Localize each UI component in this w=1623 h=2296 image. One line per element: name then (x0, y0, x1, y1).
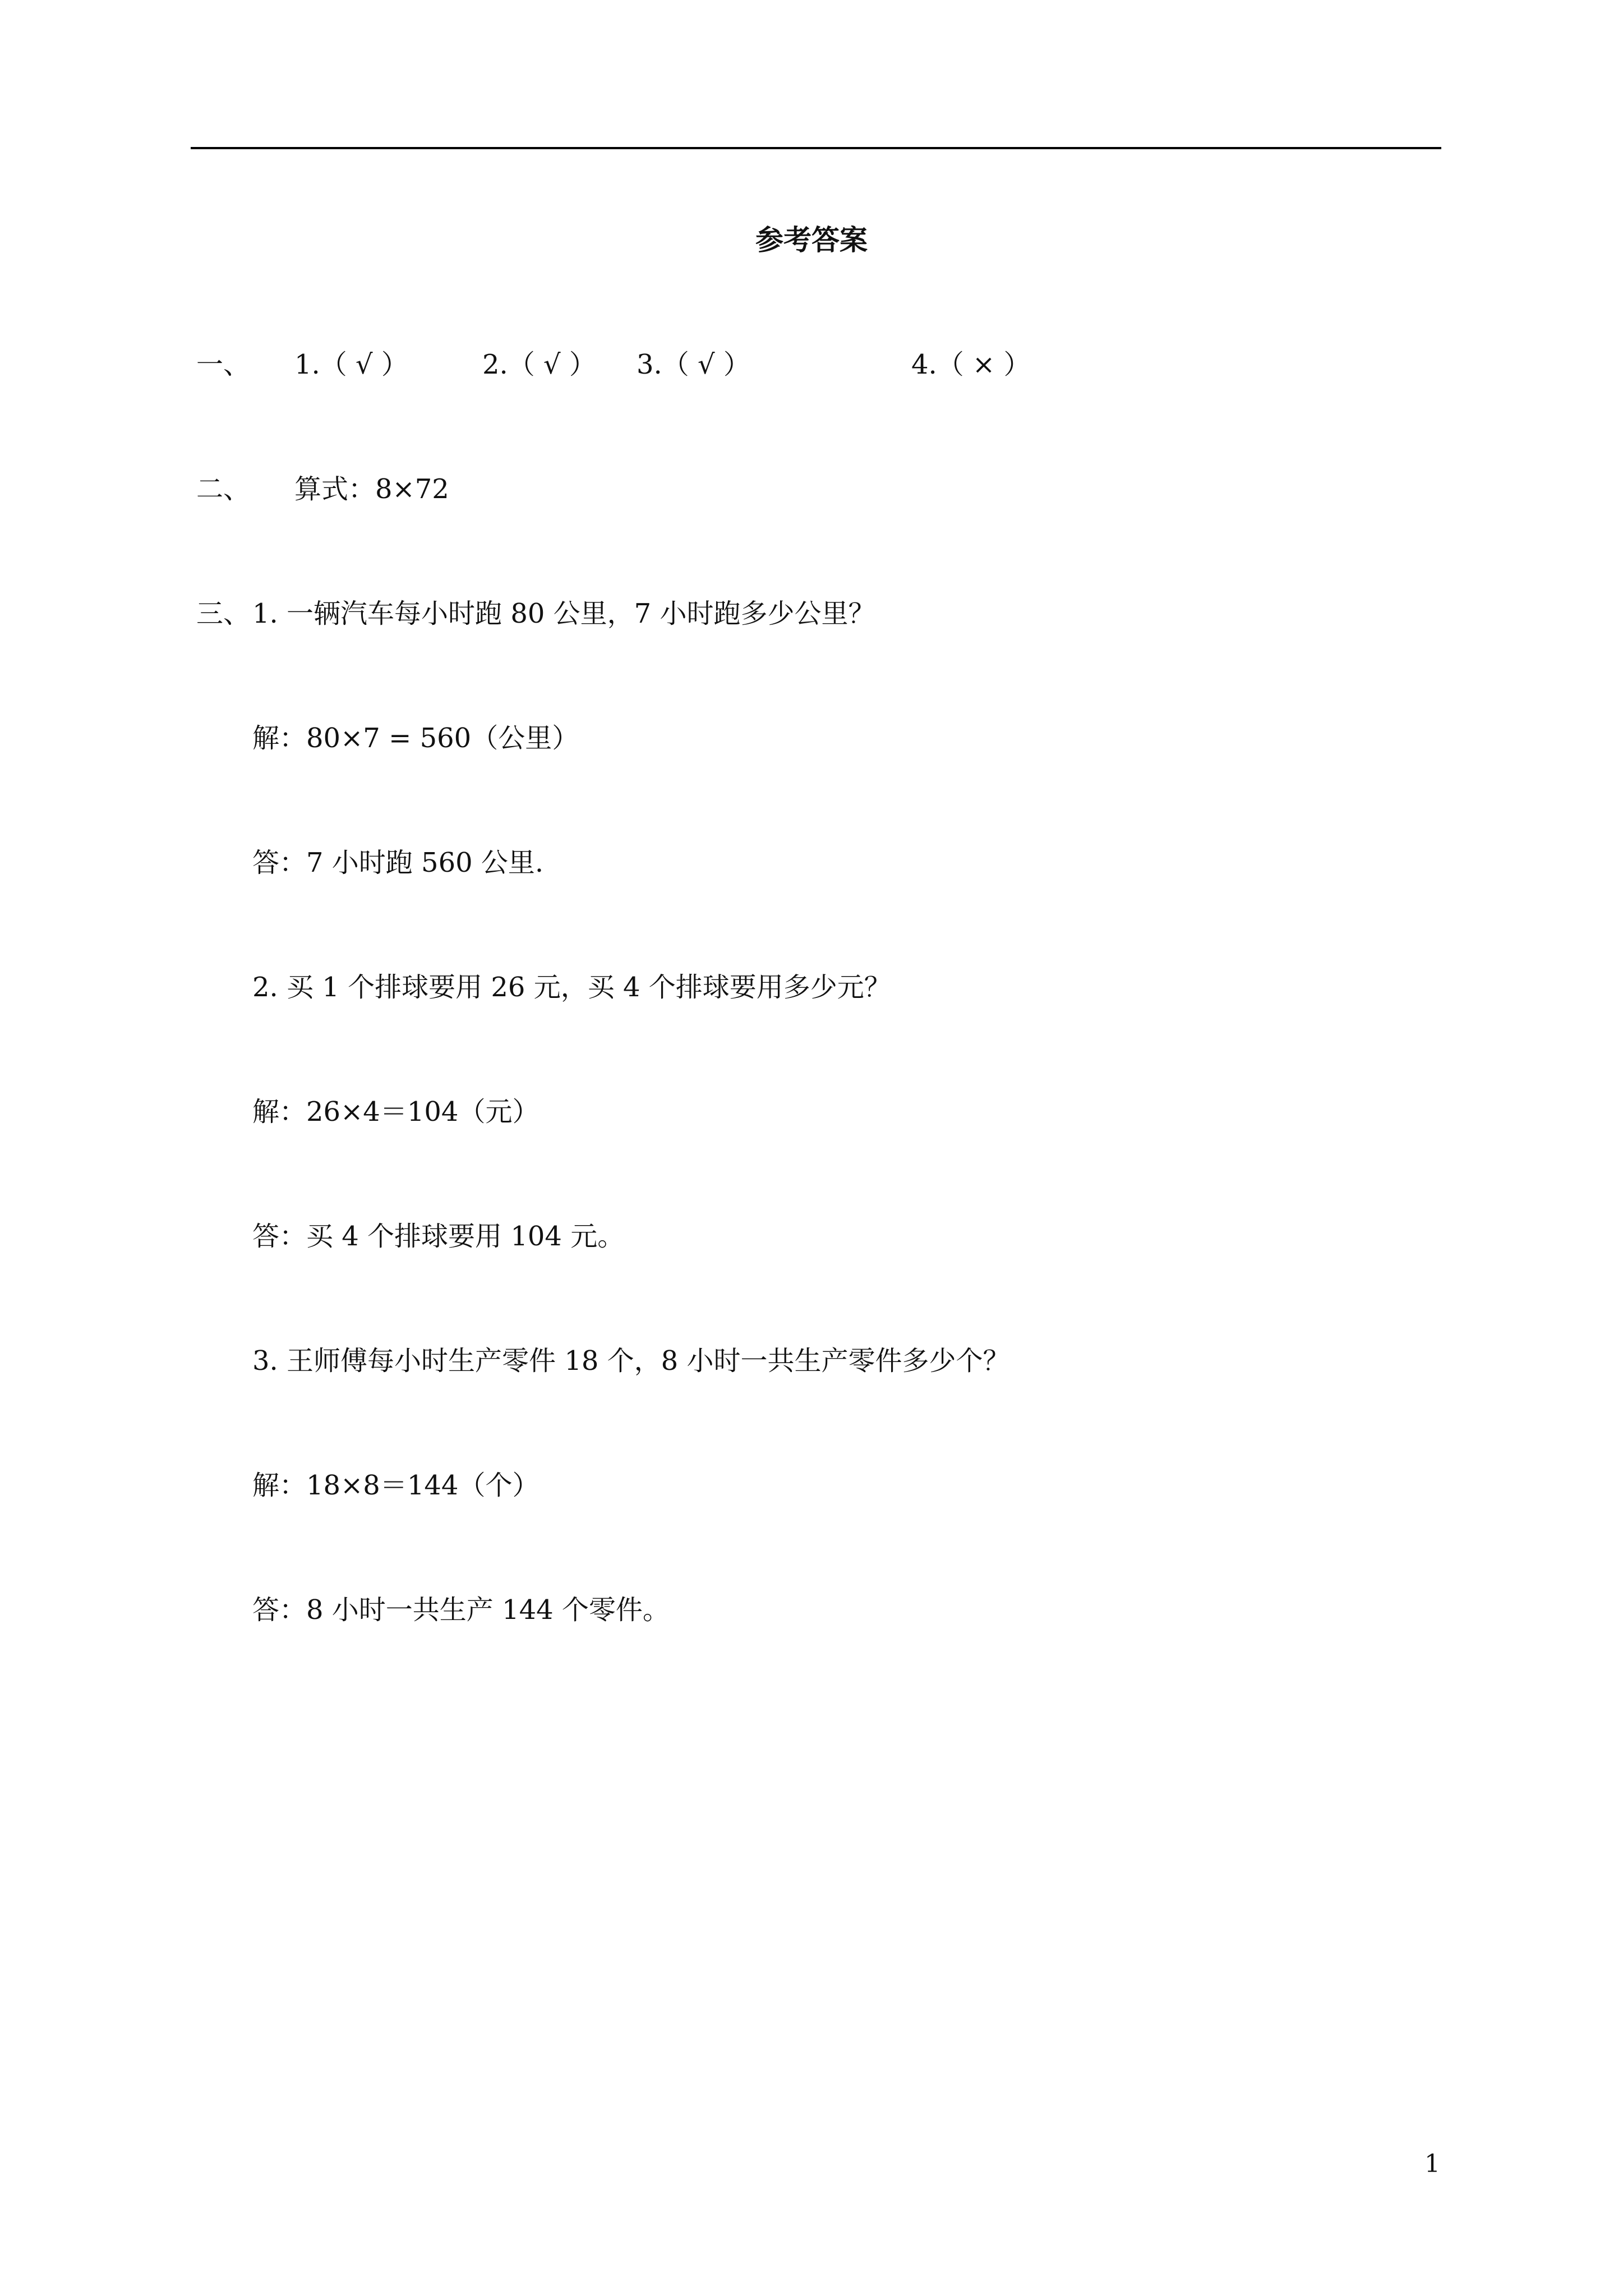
problem-3-solution: 解：18×8＝144（个） (252, 1470, 540, 1501)
section-1-label: 一、 (196, 349, 251, 380)
section-2-label: 二、 (196, 473, 251, 505)
problem-3-answer: 答：8 小时一共生产 144 个零件。 (252, 1594, 670, 1626)
answer-item-3: 3.（ √ ） (637, 349, 750, 380)
section-3-label: 三、 (196, 598, 251, 629)
problem-1-question: 1. 一辆汽车每小时跑 80 公里，7 小时跑多少公里？ (252, 598, 875, 629)
answer-item-2: 2.（ √ ） (482, 349, 596, 380)
problem-2-question: 2. 买 1 个排球要用 26 元，买 4 个排球要用多少元？ (252, 972, 891, 1003)
problem-1-answer: 答：7 小时跑 560 公里. (252, 847, 544, 878)
page-title: 参考答案 (755, 223, 868, 256)
problem-2-solution: 解：26×4＝104（元） (252, 1096, 540, 1128)
answer-item-1: 1.（ √ ） (294, 349, 408, 380)
problem-3-question: 3. 王师傅每小时生产零件 18 个，8 小时一共生产零件多少个？ (252, 1345, 1010, 1377)
header-rule (191, 147, 1441, 149)
problem-2-answer: 答：买 4 个排球要用 104 元。 (252, 1221, 625, 1252)
section-2-formula: 算式：8×72 (294, 473, 449, 505)
page-number: 1 (1424, 2150, 1440, 2178)
answer-item-4: 4.（ × ） (911, 349, 1031, 380)
problem-1-solution: 解：80×7 = 560（公里） (252, 723, 579, 754)
